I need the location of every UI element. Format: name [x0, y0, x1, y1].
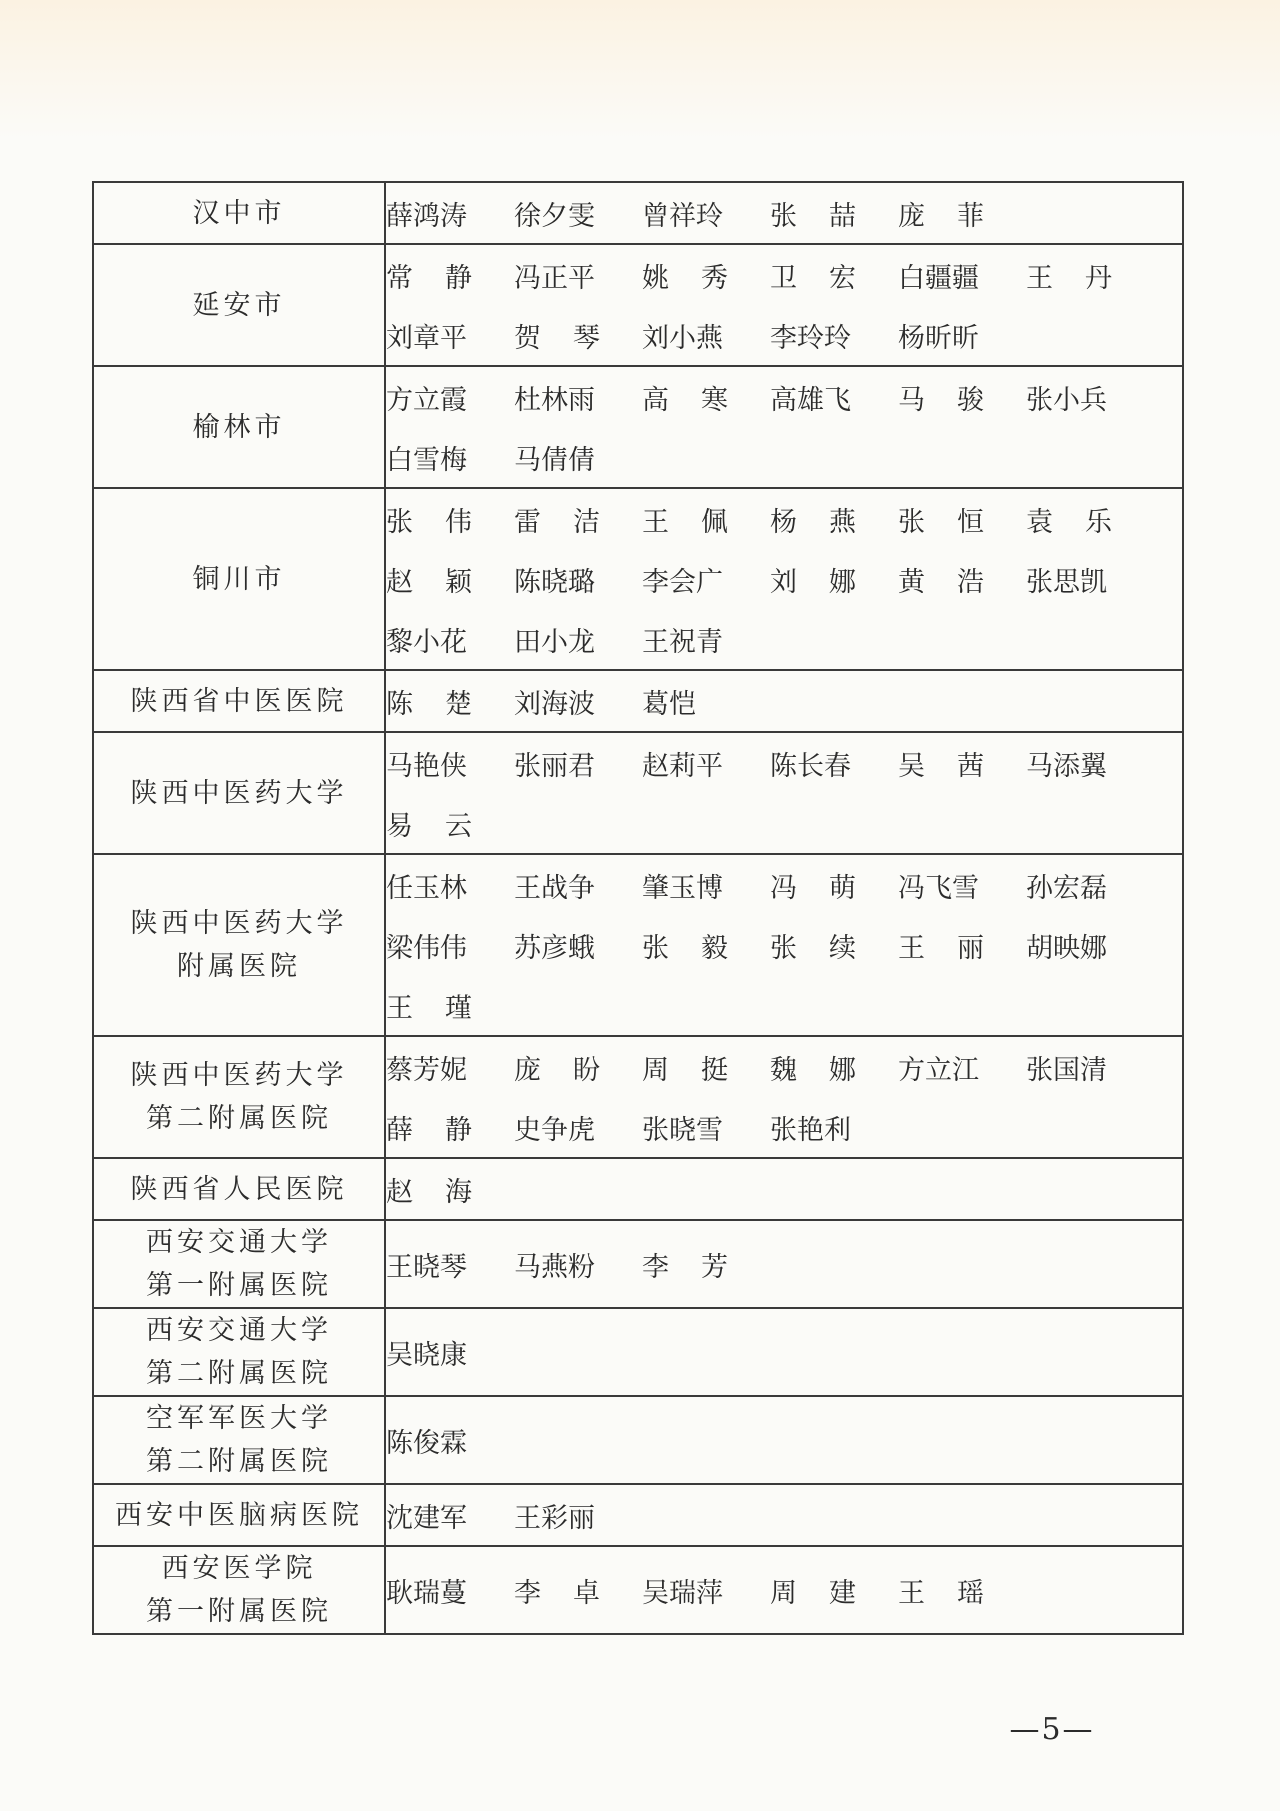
names-cell [385, 1546, 1183, 1634]
person-name: 王 佩 [642, 506, 728, 538]
person-name: 李会广 [642, 566, 723, 598]
table-row [93, 244, 1183, 366]
table-row [93, 1546, 1183, 1634]
person-name: 吴 茜 [898, 750, 984, 782]
person-name: 杜林雨 [514, 384, 595, 416]
table-row [93, 1036, 1183, 1158]
person-name: 薛 静 [386, 1114, 472, 1146]
unit-name-line: 陕西中医药大学 [130, 777, 348, 809]
unit-cell [93, 366, 385, 488]
person-name: 赵莉平 [642, 750, 723, 782]
unit-name-line: 陕西省中医医院 [130, 685, 348, 717]
names-line [386, 489, 1182, 549]
person-name: 黄 浩 [898, 566, 984, 598]
person-name: 马 骏 [898, 384, 984, 416]
unit-cell [93, 670, 385, 732]
person-name: 冯 萌 [770, 872, 856, 904]
person-name: 吴瑞萍 [642, 1577, 723, 1609]
person-name: 白疆疆 [898, 262, 979, 294]
unit-name-line: 陕西省人民医院 [130, 1173, 348, 1205]
table-row [93, 182, 1183, 244]
person-name: 庞 盼 [514, 1054, 600, 1086]
person-name: 易 云 [386, 810, 472, 842]
person-name: 高 寒 [642, 384, 728, 416]
person-name: 肇玉博 [642, 872, 723, 904]
names-line [386, 1159, 1182, 1219]
table-row [93, 670, 1183, 732]
unit-name-line: 汉中市 [192, 197, 286, 229]
unit-name-line: 第二附属医院 [146, 1446, 332, 1477]
names-line [386, 609, 1182, 669]
names-line [386, 793, 1182, 853]
person-name: 苏彦蛾 [514, 932, 595, 964]
person-name: 陈 楚 [386, 688, 472, 720]
person-name: 吴晓康 [386, 1339, 467, 1371]
person-name: 王彩丽 [514, 1502, 595, 1534]
table-row [93, 1220, 1183, 1308]
person-name: 卫 宏 [770, 262, 856, 294]
unit-name-line: 第二附属医院 [146, 1358, 332, 1389]
names-line [386, 367, 1182, 427]
person-name: 胡映娜 [1026, 932, 1107, 964]
person-name: 张 毅 [642, 932, 728, 964]
unit-cell [93, 1220, 385, 1308]
names-line [386, 975, 1182, 1035]
names-cell [385, 1396, 1183, 1484]
names-cell [385, 1308, 1183, 1396]
person-name: 刘海波 [514, 688, 595, 720]
person-name: 刘小燕 [642, 322, 723, 354]
names-line [386, 1560, 1182, 1620]
person-name: 耿瑞蔓 [386, 1577, 467, 1609]
unit-name-line: 陕西中医药大学 [130, 908, 348, 939]
unit-name-line: 铜川市 [192, 563, 286, 595]
unit-cell [93, 244, 385, 366]
names-line [386, 1097, 1182, 1157]
unit-cell [93, 182, 385, 244]
person-name: 常 静 [386, 262, 472, 294]
person-name: 黎小花 [386, 626, 467, 658]
unit-cell [93, 732, 385, 854]
names-cell [385, 732, 1183, 854]
names-line [386, 183, 1182, 243]
unit-name-line: 空军军医大学 [146, 1403, 332, 1434]
unit-name-line: 附属医院 [177, 951, 301, 982]
names-line [386, 305, 1182, 365]
person-name: 田小龙 [514, 626, 595, 658]
person-name: 张国清 [1026, 1054, 1107, 1086]
unit-name-line: 榆林市 [192, 411, 286, 443]
names-line [386, 427, 1182, 487]
person-name: 赵 海 [386, 1176, 472, 1208]
names-line [386, 1485, 1182, 1545]
table-row [93, 1308, 1183, 1396]
person-name: 魏 娜 [770, 1054, 856, 1086]
person-name: 沈建军 [386, 1502, 467, 1534]
person-name: 袁 乐 [1026, 506, 1112, 538]
unit-name-line: 西安医学院 [161, 1553, 317, 1584]
person-name: 方立江 [898, 1054, 979, 1086]
scan-background-tint [0, 0, 1280, 140]
names-line [386, 855, 1182, 915]
person-name: 孙宏磊 [1026, 872, 1107, 904]
person-name: 赵 颖 [386, 566, 472, 598]
person-name: 陈俊霖 [386, 1427, 467, 1459]
person-name: 李 芳 [642, 1251, 728, 1283]
person-name: 陈晓璐 [514, 566, 595, 598]
person-name: 张丽君 [514, 750, 595, 782]
names-cell [385, 854, 1183, 1036]
person-name: 任玉林 [386, 872, 467, 904]
table-row [93, 488, 1183, 670]
unit-name-line: 西安交通大学 [146, 1227, 332, 1258]
person-name: 张 伟 [386, 506, 472, 538]
person-name: 李玲玲 [770, 322, 851, 354]
names-line [386, 245, 1182, 305]
person-name: 梁伟伟 [386, 932, 467, 964]
roster-table [92, 181, 1184, 1635]
person-name: 周 建 [770, 1577, 856, 1609]
person-name: 王晓琴 [386, 1251, 467, 1283]
names-line [386, 1037, 1182, 1097]
person-name: 马倩倩 [514, 444, 595, 476]
person-name: 薛鸿涛 [386, 200, 467, 232]
names-line [386, 733, 1182, 793]
person-name: 高雄飞 [770, 384, 851, 416]
person-name: 王祝青 [642, 626, 723, 658]
person-name: 王 丹 [1026, 262, 1112, 294]
unit-name-line: 第一附属医院 [146, 1270, 332, 1301]
roster-body [93, 182, 1183, 1634]
person-name: 史争虎 [514, 1114, 595, 1146]
unit-name-line: 西安交通大学 [146, 1315, 332, 1346]
unit-name-line: 第一附属医院 [146, 1596, 332, 1627]
names-cell [385, 670, 1183, 732]
unit-name-line: 西安中医脑病医院 [115, 1499, 363, 1531]
unit-name-line: 延安市 [192, 289, 286, 321]
names-cell [385, 1036, 1183, 1158]
person-name: 蔡芳妮 [386, 1054, 467, 1086]
person-name: 王 瑾 [386, 992, 472, 1024]
table-row [93, 1396, 1183, 1484]
person-name: 张晓雪 [642, 1114, 723, 1146]
person-name: 刘 娜 [770, 566, 856, 598]
unit-cell [93, 1396, 385, 1484]
person-name: 陈长春 [770, 750, 851, 782]
person-name: 方立霞 [386, 384, 467, 416]
names-line [386, 1322, 1182, 1382]
person-name: 白雪梅 [386, 444, 467, 476]
person-name: 张小兵 [1026, 384, 1107, 416]
unit-name-line: 第二附属医院 [146, 1103, 332, 1134]
person-name: 张艳利 [770, 1114, 851, 1146]
person-name: 马艳侠 [386, 750, 467, 782]
person-name: 张 喆 [770, 200, 856, 232]
names-cell [385, 366, 1183, 488]
names-line [386, 915, 1182, 975]
person-name: 葛恺 [642, 688, 696, 720]
person-name: 杨昕昕 [898, 322, 979, 354]
unit-cell [93, 1546, 385, 1634]
person-name: 徐夕雯 [514, 200, 595, 232]
table-row [93, 732, 1183, 854]
names-cell [385, 1484, 1183, 1546]
person-name: 庞 菲 [898, 200, 984, 232]
names-cell [385, 244, 1183, 366]
unit-cell [93, 1036, 385, 1158]
person-name: 周 挺 [642, 1054, 728, 1086]
person-name: 曾祥玲 [642, 200, 723, 232]
page-number: —5— [1009, 1712, 1095, 1747]
table-row [93, 854, 1183, 1036]
person-name: 马燕粉 [514, 1251, 595, 1283]
table-row [93, 1484, 1183, 1546]
names-cell [385, 1158, 1183, 1220]
unit-cell [93, 1158, 385, 1220]
names-line [386, 1410, 1182, 1470]
person-name: 杨 燕 [770, 506, 856, 538]
person-name: 雷 洁 [514, 506, 600, 538]
person-name: 贺 琴 [514, 322, 600, 354]
person-name: 王 瑶 [898, 1577, 984, 1609]
person-name: 刘章平 [386, 322, 467, 354]
unit-cell [93, 1484, 385, 1546]
person-name: 冯正平 [514, 262, 595, 294]
names-line [386, 1234, 1182, 1294]
table-row [93, 366, 1183, 488]
names-line [386, 671, 1182, 731]
names-cell [385, 1220, 1183, 1308]
person-name: 张 恒 [898, 506, 984, 538]
person-name: 李 卓 [514, 1577, 600, 1609]
person-name: 张思凯 [1026, 566, 1107, 598]
unit-cell [93, 1308, 385, 1396]
names-cell [385, 488, 1183, 670]
person-name: 冯飞雪 [898, 872, 979, 904]
person-name: 王战争 [514, 872, 595, 904]
unit-name-line: 陕西中医药大学 [130, 1060, 348, 1091]
table-row [93, 1158, 1183, 1220]
person-name: 王 丽 [898, 932, 984, 964]
person-name: 张 续 [770, 932, 856, 964]
unit-cell [93, 488, 385, 670]
unit-cell [93, 854, 385, 1036]
person-name: 马添翼 [1026, 750, 1107, 782]
names-line [386, 549, 1182, 609]
person-name: 姚 秀 [642, 262, 728, 294]
names-cell [385, 182, 1183, 244]
